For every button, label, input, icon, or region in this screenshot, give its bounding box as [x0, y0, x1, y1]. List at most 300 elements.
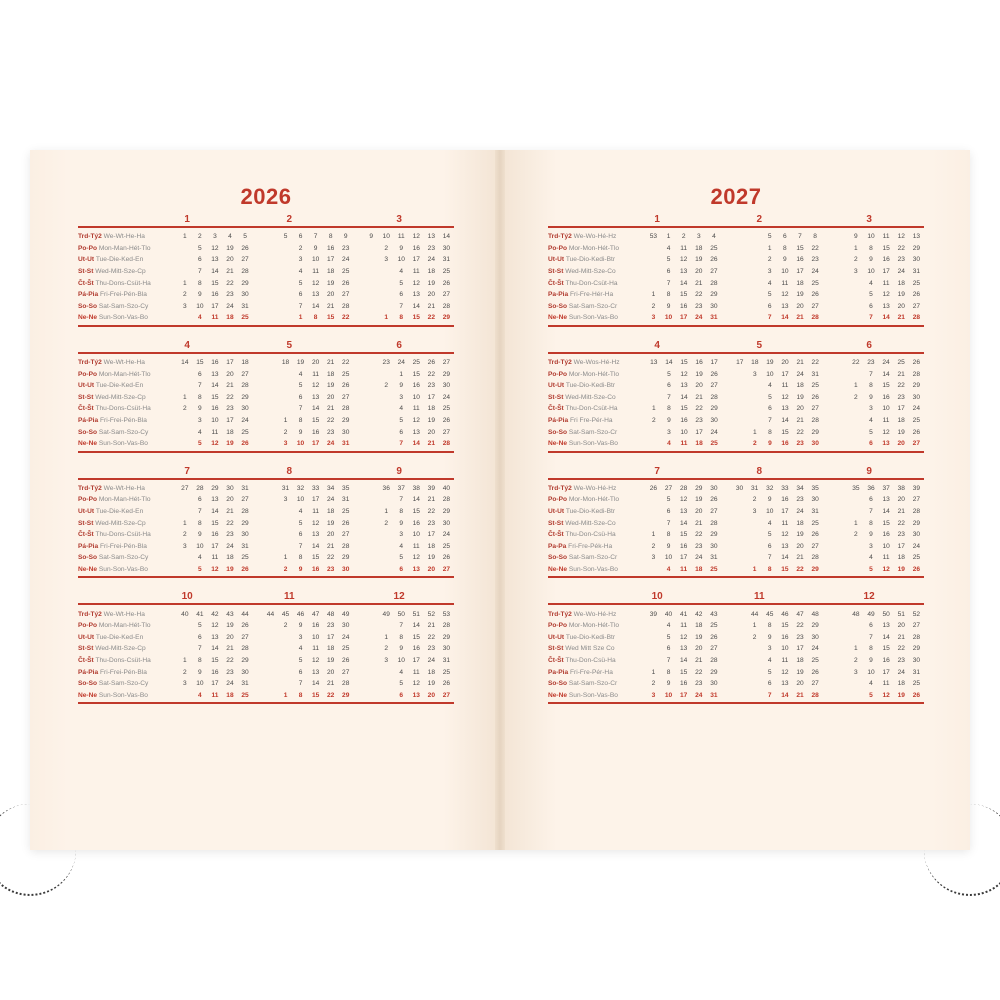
month-gap: [823, 506, 833, 518]
day-cell-empty: [646, 564, 661, 576]
month-number: 6: [396, 339, 402, 351]
day-row: [78, 415, 454, 427]
day-cell: 26: [241, 622, 249, 630]
day-cell: 11: [312, 268, 320, 276]
day-cell-empty: [263, 552, 278, 564]
day-cell: 20: [226, 370, 234, 378]
day-cell-empty: [263, 620, 278, 632]
day-cell-empty: [364, 689, 379, 701]
month-gap: [722, 415, 732, 427]
month-number-row: [78, 214, 454, 225]
day-cell-empty: [631, 666, 646, 678]
day-cell: 8: [313, 314, 318, 322]
day-cell-empty: [747, 380, 762, 392]
day-cell: 11: [680, 622, 688, 630]
month-gap: [353, 631, 363, 643]
day-cell-empty: [263, 357, 278, 369]
day-cell-empty: [263, 564, 278, 576]
day-cell: 17: [710, 359, 718, 367]
day-cell-empty: [848, 620, 863, 632]
day-cell-empty: [631, 655, 646, 667]
day-cell: 25: [342, 645, 350, 653]
day-row: [548, 540, 924, 552]
day-cell-empty: [732, 678, 747, 690]
month-gap: [253, 529, 263, 541]
day-cell-empty: [833, 483, 848, 495]
day-cell-empty: [631, 620, 646, 632]
day-row: [78, 540, 454, 552]
day-cell: 27: [342, 531, 350, 539]
day-cell: 23: [796, 440, 804, 448]
day-cell-empty: [646, 494, 661, 506]
quarter-rule-bottom: [548, 576, 924, 578]
month-gap: [253, 540, 263, 552]
day-cell: 13: [680, 507, 688, 515]
day-cell: 9: [768, 440, 772, 448]
day-cell: 48: [326, 610, 335, 618]
day-cell-empty: [631, 643, 646, 655]
day-cell: 21: [897, 314, 905, 322]
day-cell-empty: [177, 689, 192, 701]
day-cell: 23: [226, 291, 234, 299]
day-cell: 26: [442, 554, 451, 562]
day-cell-empty: [631, 506, 646, 518]
day-cell: 16: [412, 382, 420, 390]
day-cell: 25: [442, 405, 451, 413]
month-gap: [253, 666, 263, 678]
month-gap: [823, 666, 833, 678]
month-gap: [823, 483, 833, 495]
day-cell: 11: [312, 370, 320, 378]
day-cell: 10: [412, 393, 420, 401]
day-cell: 15: [412, 370, 420, 378]
day-cell: 22: [811, 244, 819, 252]
day-cell: 29: [241, 656, 249, 664]
day-cell-empty: [631, 494, 646, 506]
day-cell-empty: [278, 380, 293, 392]
day-cell-empty: [278, 666, 293, 678]
day-cell-empty: [732, 368, 747, 380]
day-cell-empty: [833, 312, 848, 324]
day-cell: 19: [695, 496, 703, 504]
day-cell: 8: [198, 279, 202, 287]
day-cell: 14: [211, 645, 219, 653]
day-cell-empty: [646, 380, 661, 392]
day-row: [548, 289, 924, 301]
day-cell: 24: [442, 393, 451, 401]
day-cell-empty: [263, 312, 278, 324]
month-number: 2: [286, 214, 293, 225]
day-cell: 26: [710, 633, 718, 641]
quarter-rule-top: [548, 603, 924, 605]
month-number: 12: [393, 591, 405, 603]
month-number: 10: [181, 591, 193, 603]
day-cell: 6: [198, 496, 202, 504]
day-cell: 13: [427, 233, 436, 241]
month-gap: [721, 529, 731, 541]
day-cell: 21: [695, 279, 703, 287]
day-cell: 46: [296, 610, 305, 618]
day-cell: 18: [695, 440, 703, 448]
month-gap: [353, 564, 363, 576]
month-gap: [823, 301, 833, 313]
day-cell: 6: [298, 233, 303, 241]
day-cell: 28: [241, 645, 249, 653]
day-cell-empty: [747, 689, 762, 701]
day-cell: 25: [710, 565, 718, 573]
day-cell-empty: [646, 438, 661, 450]
day-cell: 49: [382, 610, 390, 618]
day-cell: 27: [811, 405, 819, 413]
day-cell: 28: [241, 268, 249, 276]
day-cell: 11: [412, 542, 420, 550]
day-cell: 13: [211, 370, 219, 378]
month-gap: [823, 312, 833, 324]
day-cell: 3: [854, 668, 858, 676]
month-number-row: [78, 466, 454, 477]
month-gap: [823, 540, 833, 552]
day-cell: 41: [196, 610, 204, 618]
day-cell-empty: [263, 231, 278, 243]
day-cell-empty: [162, 631, 177, 643]
day-label: Trd-Tý2 We-Wo-Hé-Hz: [548, 610, 617, 618]
day-cell: 2: [854, 393, 858, 401]
day-cell-empty: [162, 678, 177, 690]
day-cell: 42: [211, 610, 219, 618]
day-cell: 17: [311, 440, 320, 448]
month-gap: [823, 403, 833, 415]
day-cell: 3: [869, 542, 873, 550]
day-cell-empty: [379, 678, 394, 690]
day-cell-empty: [379, 368, 394, 380]
day-cell: 21: [226, 382, 234, 390]
day-cell: 6: [767, 302, 772, 310]
day-cell-empty: [162, 392, 177, 404]
day-cell-empty: [364, 392, 379, 404]
quarter-rule-bottom: [78, 576, 454, 578]
day-cell: 40: [442, 484, 451, 492]
day-cell: 17: [326, 256, 335, 264]
day-row: [78, 357, 454, 369]
day-cell: 21: [326, 302, 335, 310]
day-cell: 53: [649, 233, 658, 241]
month-gap: [253, 289, 263, 301]
day-cell-empty: [278, 301, 293, 313]
day-cell: 8: [298, 691, 303, 699]
day-label: Po-Po Mon-Man-Hét-Tlo: [78, 370, 151, 378]
day-cell: 16: [781, 633, 789, 641]
day-cell: 23: [226, 668, 234, 676]
day-cell: 9: [767, 496, 772, 504]
day-cell: 14: [181, 359, 189, 367]
day-cell: 23: [226, 531, 234, 539]
day-cell-empty: [162, 689, 177, 701]
day-label: So-So Sat-Sam-Szo-Cy: [78, 428, 149, 436]
day-cell: 3: [696, 233, 701, 241]
month-gap: [353, 494, 363, 506]
day-cell: 27: [442, 428, 451, 436]
day-cell-empty: [631, 277, 646, 289]
day-cell: 19: [427, 417, 436, 425]
day-cell: 29: [912, 519, 921, 527]
day-cell-empty: [263, 301, 278, 313]
month-gap: [353, 483, 363, 495]
day-cell: 6: [399, 565, 404, 573]
day-cell: 20: [695, 268, 703, 276]
day-cell: 20: [226, 496, 234, 504]
day-cell: 20: [897, 496, 905, 504]
day-cell-empty: [833, 564, 848, 576]
day-label: Pa-Pa Fri-Fre-Pék-Ha: [548, 542, 613, 550]
day-cell: 21: [326, 680, 335, 688]
day-cell: 53: [442, 610, 451, 618]
day-cell: 12: [211, 244, 219, 252]
day-cell: 29: [710, 668, 718, 676]
day-cell: 11: [412, 405, 420, 413]
day-cell: 13: [650, 359, 658, 367]
day-cell-empty: [747, 243, 762, 255]
day-cell: 18: [326, 507, 335, 515]
day-cell-empty: [848, 506, 863, 518]
day-cell: 28: [811, 314, 819, 322]
day-cell: 12: [311, 279, 320, 287]
day-cell: 20: [427, 428, 436, 436]
day-cell: 18: [796, 279, 804, 287]
day-cell: 14: [211, 268, 219, 276]
day-cell: 44: [266, 610, 275, 618]
day-cell: 26: [442, 680, 451, 688]
day-cell: 8: [869, 645, 873, 653]
day-cell: 19: [796, 668, 804, 676]
day-cell: 25: [811, 279, 819, 287]
day-cell: 7: [298, 680, 303, 688]
day-cell: 11: [781, 382, 789, 390]
day-cell: 14: [311, 680, 320, 688]
day-cell: 17: [680, 314, 688, 322]
day-cell: 1: [183, 393, 187, 401]
day-cell: 5: [869, 565, 873, 573]
day-cell: 28: [342, 302, 350, 310]
month-gap: [823, 243, 833, 255]
day-cell: 21: [427, 302, 436, 310]
month-gap: [721, 506, 731, 518]
day-cell: 26: [811, 291, 819, 299]
day-cell: 6: [198, 633, 202, 641]
month-gap: [721, 494, 731, 506]
day-cell-empty: [263, 403, 278, 415]
day-cell: 27: [241, 633, 249, 641]
day-cell: 26: [912, 291, 921, 299]
day-cell-empty: [631, 357, 646, 369]
day-cell-empty: [631, 392, 646, 404]
day-row: [78, 312, 454, 324]
day-cell: 7: [869, 370, 873, 378]
day-cell: 7: [798, 233, 802, 241]
day-cell: 24: [912, 405, 920, 413]
day-cell: 44: [241, 610, 249, 618]
day-cell: 31: [912, 668, 921, 676]
day-cell: 22: [226, 519, 234, 527]
day-cell: 22: [852, 359, 860, 367]
day-cell: 7: [869, 507, 873, 515]
quarter-day-grid: [78, 231, 454, 324]
day-cell-empty: [263, 368, 278, 380]
day-row: [78, 608, 454, 620]
day-cell: 12: [781, 531, 789, 539]
day-label: Čt-Št Thu-Dons-Csüt-Ha: [78, 531, 151, 539]
day-cell: 24: [226, 302, 234, 310]
day-cell: 26: [342, 519, 350, 527]
day-cell: 28: [442, 302, 451, 310]
month-gap: [722, 392, 732, 404]
day-cell: 51: [897, 610, 905, 618]
quarter-rule-bottom: [78, 451, 454, 453]
day-cell: 22: [342, 359, 350, 367]
day-cell-empty: [263, 643, 278, 655]
day-cell: 2: [298, 244, 303, 252]
day-cell: 7: [399, 496, 404, 504]
day-cell: 10: [412, 531, 420, 539]
day-label: Ne-Ne Sun-Son-Vas-Bo: [548, 440, 618, 448]
day-cell: 3: [183, 680, 187, 688]
month-gap: [353, 301, 363, 313]
day-cell: 1: [651, 405, 656, 413]
day-cell-empty: [162, 506, 177, 518]
day-cell-empty: [364, 301, 379, 313]
month-gap: [253, 254, 263, 266]
month-gap: [353, 529, 363, 541]
month-gap: [353, 552, 363, 564]
day-cell: 9: [666, 302, 671, 310]
day-cell: 27: [442, 291, 451, 299]
day-cell-empty: [631, 415, 646, 427]
month-gap: [722, 368, 732, 380]
day-cell: 4: [712, 233, 716, 241]
day-cell: 12: [897, 233, 905, 241]
day-cell: 28: [912, 633, 921, 641]
day-cell: 2: [651, 302, 656, 310]
day-label: Po-Po Mor-Mon-Hét-Tlo: [548, 622, 620, 630]
day-cell: 10: [867, 668, 875, 676]
day-cell: 30: [912, 256, 921, 264]
day-cell: 6: [399, 691, 404, 699]
day-label: Ne-Ne Sun-Son-Vas-Bo: [548, 691, 618, 699]
day-cell: 22: [897, 382, 905, 390]
quarter-rule-top: [548, 226, 924, 228]
day-cell: 23: [811, 256, 819, 264]
page-right: [500, 150, 970, 850]
day-cell: 23: [326, 622, 335, 630]
day-row: [548, 438, 924, 450]
day-cell-empty: [278, 289, 293, 301]
day-cell: 17: [211, 680, 219, 688]
month-gap: [253, 678, 263, 690]
day-cell: 6: [399, 428, 404, 436]
day-label: Čt-Št Thu-Don-Csüt-Ha: [548, 279, 618, 287]
day-cell: 23: [427, 519, 436, 527]
day-cell: 2: [384, 244, 389, 252]
day-cell-empty: [631, 517, 646, 529]
day-cell: 14: [781, 554, 789, 562]
day-cell: 23: [897, 256, 905, 264]
day-row: [78, 438, 454, 450]
day-cell: 17: [796, 268, 804, 276]
day-cell-empty: [747, 231, 762, 243]
day-cell-empty: [747, 277, 762, 289]
day-cell: 1: [752, 565, 757, 573]
day-cell-empty: [278, 392, 293, 404]
day-cell: 22: [326, 417, 335, 425]
day-cell: 16: [796, 256, 804, 264]
day-cell: 14: [781, 314, 789, 322]
day-cell-empty: [833, 392, 848, 404]
day-label: St-St Wed-Mitt-Sze-Cp: [78, 393, 146, 401]
day-cell: 1: [283, 554, 288, 562]
day-cell-empty: [177, 312, 192, 324]
day-row: [548, 243, 924, 255]
day-cell: 37: [397, 484, 405, 492]
day-cell: 3: [213, 233, 217, 241]
day-cell: 9: [783, 256, 787, 264]
day-cell: 1: [283, 691, 288, 699]
day-cell: 3: [767, 268, 772, 276]
day-cell: 9: [399, 519, 404, 527]
day-cell: 1: [183, 519, 187, 527]
day-label: Trd-Tý2 We-Wo-Hé-Hz: [548, 233, 617, 241]
day-row: [548, 403, 924, 415]
day-cell: 9: [198, 531, 202, 539]
day-cell: 22: [897, 519, 905, 527]
day-cell: 4: [198, 314, 202, 322]
day-cell: 29: [811, 428, 819, 436]
day-cell: 15: [311, 691, 320, 699]
day-cell: 19: [326, 382, 335, 390]
day-cell-empty: [732, 494, 747, 506]
day-cell-empty: [364, 631, 379, 643]
day-cell: 29: [710, 405, 718, 413]
day-cell: 19: [796, 531, 804, 539]
day-cell-empty: [162, 243, 177, 255]
day-cell: 2: [767, 256, 772, 264]
day-cell: 3: [298, 256, 303, 264]
day-cell: 13: [781, 542, 789, 550]
day-cell: 20: [326, 393, 335, 401]
day-cell: 9: [198, 668, 202, 676]
month-gap: [823, 415, 833, 427]
day-cell: 23: [796, 496, 804, 504]
day-label: Čt-Št Thu-Dons-Csüt-Ha: [78, 405, 151, 413]
day-cell: 10: [311, 633, 320, 641]
day-cell: 4: [298, 645, 303, 653]
day-cell-empty: [833, 643, 848, 655]
day-cell: 7: [869, 633, 873, 641]
month-number: 3: [396, 214, 402, 225]
day-cell: 2: [752, 496, 757, 504]
day-cell: 3: [183, 302, 187, 310]
day-cell: 10: [867, 268, 875, 276]
day-cell-empty: [732, 380, 747, 392]
day-label: St-St Wed-Mitt-Sze-Cp: [78, 519, 146, 527]
day-cell-empty: [278, 312, 293, 324]
day-cell: 13: [412, 428, 420, 436]
day-cell: 20: [427, 565, 436, 573]
day-cell: 7: [666, 279, 671, 287]
day-cell: 11: [882, 554, 890, 562]
day-cell-empty: [364, 277, 379, 289]
day-cell: 28: [342, 542, 350, 550]
month-number: 8: [286, 465, 293, 477]
day-cell-empty: [833, 380, 848, 392]
